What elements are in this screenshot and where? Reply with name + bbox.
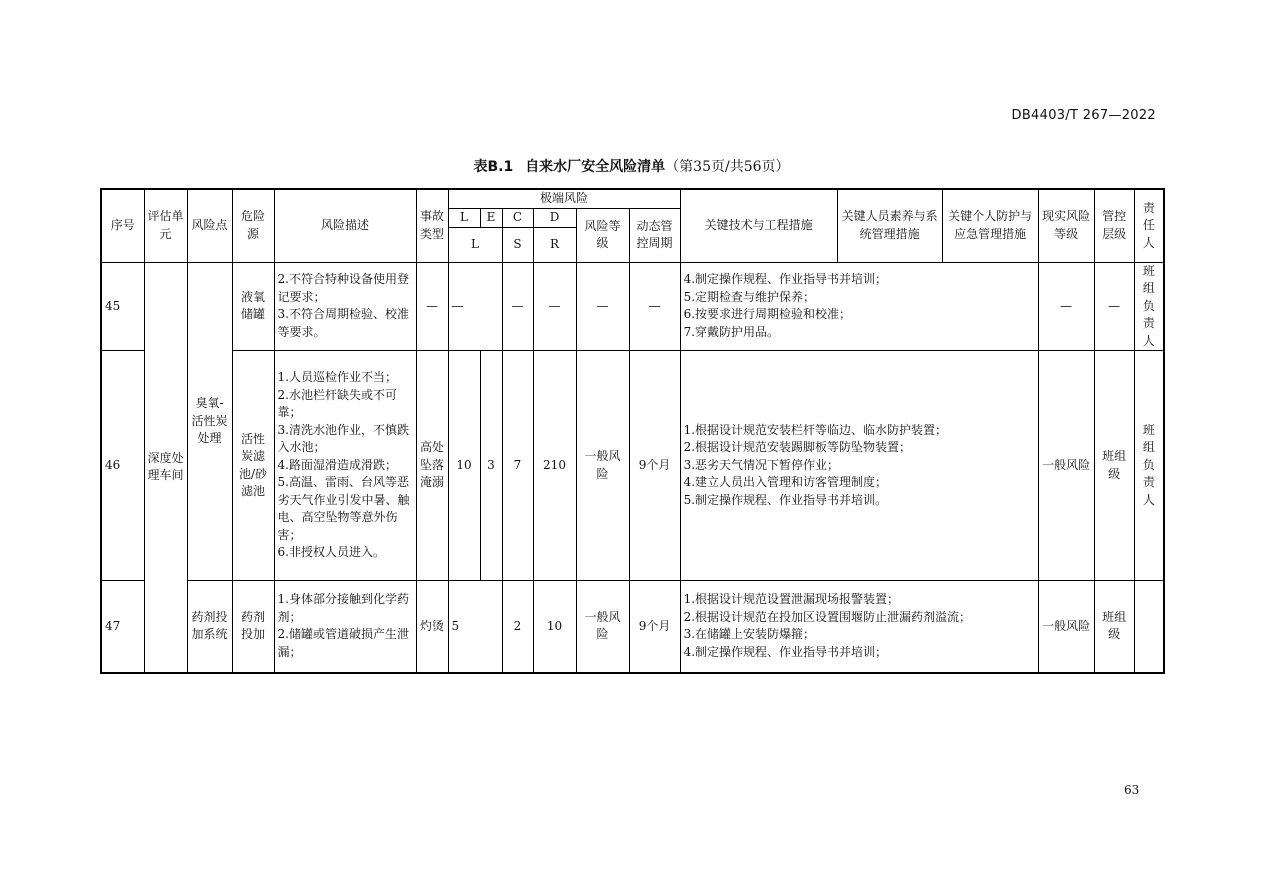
row-control-level: — (1094, 262, 1134, 351)
col-header-L-top: L (448, 208, 480, 227)
row-accident-type: 灼烫 (416, 581, 448, 673)
row-responsible: 班组负责人 (1134, 262, 1164, 351)
row-C: 2 (502, 581, 533, 673)
page-number: 63 (1124, 783, 1140, 797)
row-hazard: 活性炭滤池/砂滤池 (232, 351, 274, 581)
row-description: 2.不符合特种设备使用登记要求； 3.不符合周期检验、校准等要求。 (274, 262, 416, 351)
caption-label: 表B.1 (473, 159, 514, 175)
col-header-seq: 序号 (101, 189, 144, 262)
row-accident-type: — (416, 262, 448, 351)
row-period: 9个月 (629, 581, 680, 673)
col-header-risk-level: 风险等级 (576, 208, 629, 262)
row-measures: 4.制定操作规程、作业指导书并培训； 5.定期检查与维护保养； 6.按要求进行周期检验和校准； 7.穿戴防护用品。 (680, 262, 1038, 351)
col-header-risk-point: 风险点 (187, 189, 232, 262)
col-header-personnel-measures: 关键人员素养与系统管理措施 (837, 189, 942, 262)
col-header-E-top: E (480, 208, 502, 227)
row-risk-level: 一般风险 (576, 581, 629, 673)
row-accident-type: 高处坠落淹溺 (416, 351, 448, 581)
row-risk-point: 臭氧-活性炭处理 (187, 262, 232, 581)
caption-title: 自来水厂安全风险清单 (525, 159, 666, 175)
row-seq: 47 (101, 581, 144, 673)
caption-page-info: （第35页/共56页） (665, 159, 790, 175)
table-row (101, 581, 1164, 673)
row-description: 1.人员巡检作业不当； 2.水池栏杆缺失或不可靠； 3.清洗水池作业，不慎跌入水池； 4.路面湿滑造成滑跌； 5.高温、雷雨、台风等恶劣天气作业引发中暑、触电、高空坠物等意外伤害； 6.非授权人员进入。 (274, 351, 416, 581)
row-hazard: 药剂投加 (232, 581, 274, 673)
col-header-C-top: C (502, 208, 533, 227)
col-header-D-top: D (533, 208, 576, 227)
row-measures: 1.根据设计规范设置泄漏现场报警装置； 2.根据设计规范在投加区设置围堰防止泄漏药剂溢流； 3.在储罐上安装防爆箍； 4.制定操作规程、作业指导书并培训； (680, 581, 1038, 673)
table-row (101, 351, 1164, 581)
row-period: 9个月 (629, 351, 680, 581)
row-L: 5 (448, 581, 502, 673)
row-actual-level: 一般风险 (1038, 581, 1094, 673)
col-header-protection-measures: 关键个人防护与应急管理措施 (942, 189, 1038, 262)
col-header-accident-type: 事故类型 (416, 189, 448, 262)
risk-table (100, 188, 1165, 674)
col-header-R-bottom: R (533, 227, 576, 262)
table-caption (0, 156, 1263, 176)
row-E: 3 (480, 351, 502, 581)
col-header-extreme-risk: 极端风险 (448, 189, 680, 208)
standard-number: DB4403/T 267—2022 (1011, 108, 1156, 123)
col-header-hazard: 危险源 (232, 189, 274, 262)
col-header-tech-measures: 关键技术与工程措施 (680, 189, 837, 262)
row-responsible: 班组负责人 (1134, 351, 1164, 581)
row-L: — (448, 262, 502, 351)
row-hazard: 液氧储罐 (232, 262, 274, 351)
row-L: 10 (448, 351, 480, 581)
row-risk-level: — (576, 262, 629, 351)
row-seq: 45 (101, 262, 144, 351)
row-description: 1.身体部分接触到化学药剂； 2.储罐或管道破损产生泄漏； (274, 581, 416, 673)
row-measures: 1.根据设计规范安装栏杆等临边、临水防护装置； 2.根据设计规范安装踢脚板等防坠物装置； 3.恶劣天气情况下暂停作业； 4.建立人员出入管理和访客管理制度； 5.制定操作规程、作业指导书并培训。 (680, 351, 1038, 581)
row-C: — (502, 262, 533, 351)
col-header-actual-level: 现实风险等级 (1038, 189, 1094, 262)
row-D: 210 (533, 351, 576, 581)
row-D: — (533, 262, 576, 351)
col-header-unit: 评估单元 (144, 189, 187, 262)
row-actual-level: 一般风险 (1038, 351, 1094, 581)
row-C: 7 (502, 351, 533, 581)
col-header-L-bottom: L (448, 227, 502, 262)
row-actual-level: — (1038, 262, 1094, 351)
col-header-description: 风险描述 (274, 189, 416, 262)
row-risk-level: 一般风险 (576, 351, 629, 581)
row-period: — (629, 262, 680, 351)
row-control-level: 班组级 (1094, 351, 1134, 581)
col-header-control-level: 管控层级 (1094, 189, 1134, 262)
col-header-responsible: 责任人 (1134, 189, 1164, 262)
row-risk-point: 药剂投加系统 (187, 581, 232, 673)
row-responsible (1134, 581, 1164, 673)
row-seq: 46 (101, 351, 144, 581)
col-header-dynamic-period: 动态管控周期 (629, 208, 680, 262)
row-D: 10 (533, 581, 576, 673)
row-unit: 深度处理车间 (144, 262, 187, 673)
table-row (101, 262, 1164, 351)
row-control-level: 班组级 (1094, 581, 1134, 673)
col-header-S-bottom: S (502, 227, 533, 262)
